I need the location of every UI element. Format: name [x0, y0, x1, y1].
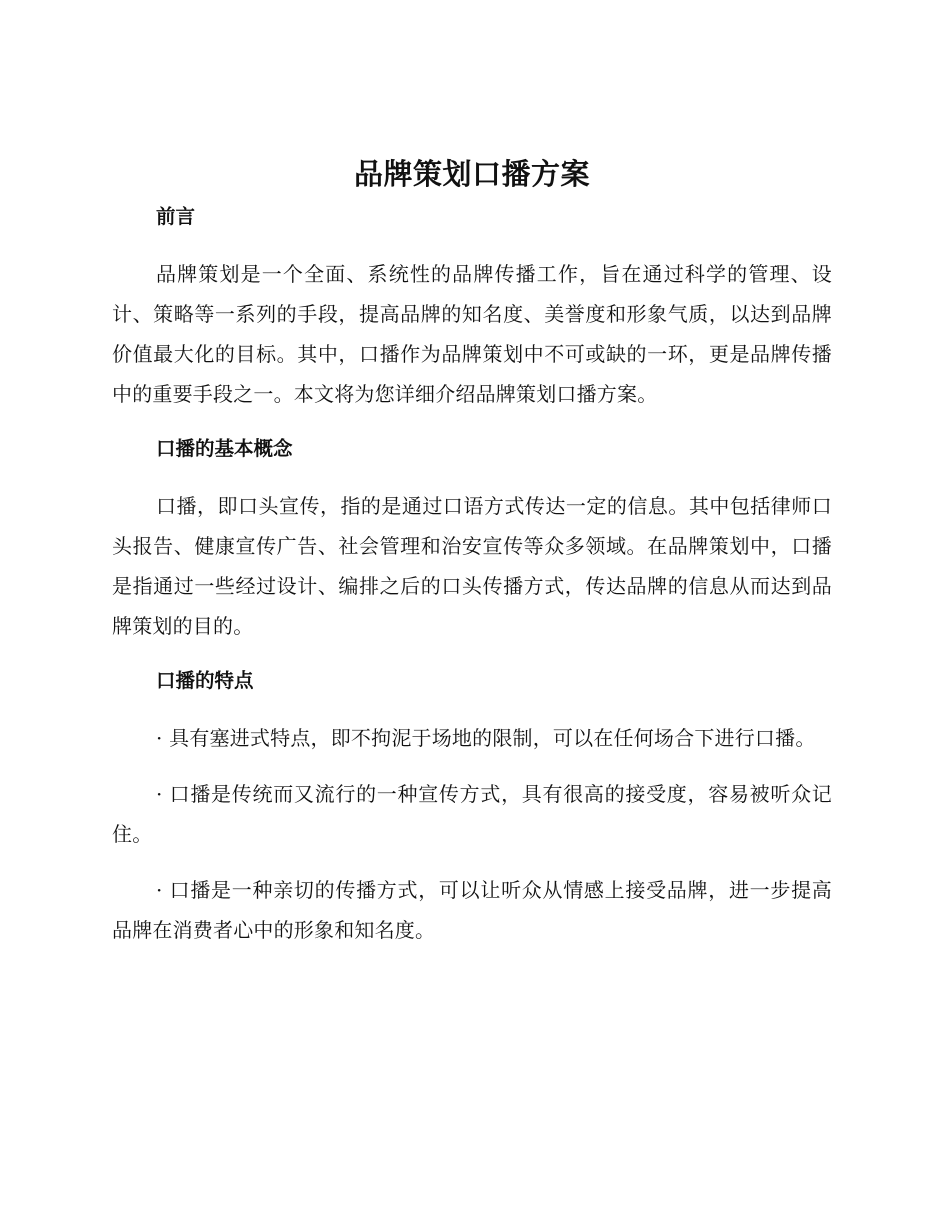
- feature-bullet: · 具有塞进式特点，即不拘泥于场地的限制，可以在任何场合下进行口播。: [156, 726, 816, 750]
- basic-concept-paragraph: 口播，即口头宣传，指的是通过口语方式传达一定的信息。其中包括律师口头报告、健康宣传广告、社会管理和治安宣传等众多领域。在品牌策划中，口播是指通过一些经过设计、编排之后的口头传播方式，传达品牌的信息从而达到品牌策划的目的。: [112, 494, 832, 638]
- document-title: 品牌策划口播方案: [353, 157, 590, 191]
- feature-bullet: · 口播是传统而又流行的一种宣传方式，具有很高的接受度，容易被听众记住。: [112, 782, 832, 846]
- preface-paragraph: 品牌策划是一个全面、系统性的品牌传播工作，旨在通过科学的管理、设计、策略等一系列的手段，提高品牌的知名度、美誉度和形象气质，以达到品牌价值最大化的目标。其中，口播作为品牌策划中不可或缺的一环，更是品牌传播中的重要手段之一。本文将为您详细介绍品牌策划口播方案。: [112, 262, 832, 406]
- section-heading-features: 口播的特点: [156, 669, 254, 692]
- section-heading-basic-concept: 口播的基本概念: [156, 437, 293, 460]
- section-heading-preface: 前言: [156, 205, 196, 228]
- feature-bullet: · 口播是一种亲切的传播方式，可以让听众从情感上接受品牌，进一步提高品牌在消费者心中的形象和知名度。: [112, 878, 832, 942]
- document-page: [112, 150, 832, 950]
